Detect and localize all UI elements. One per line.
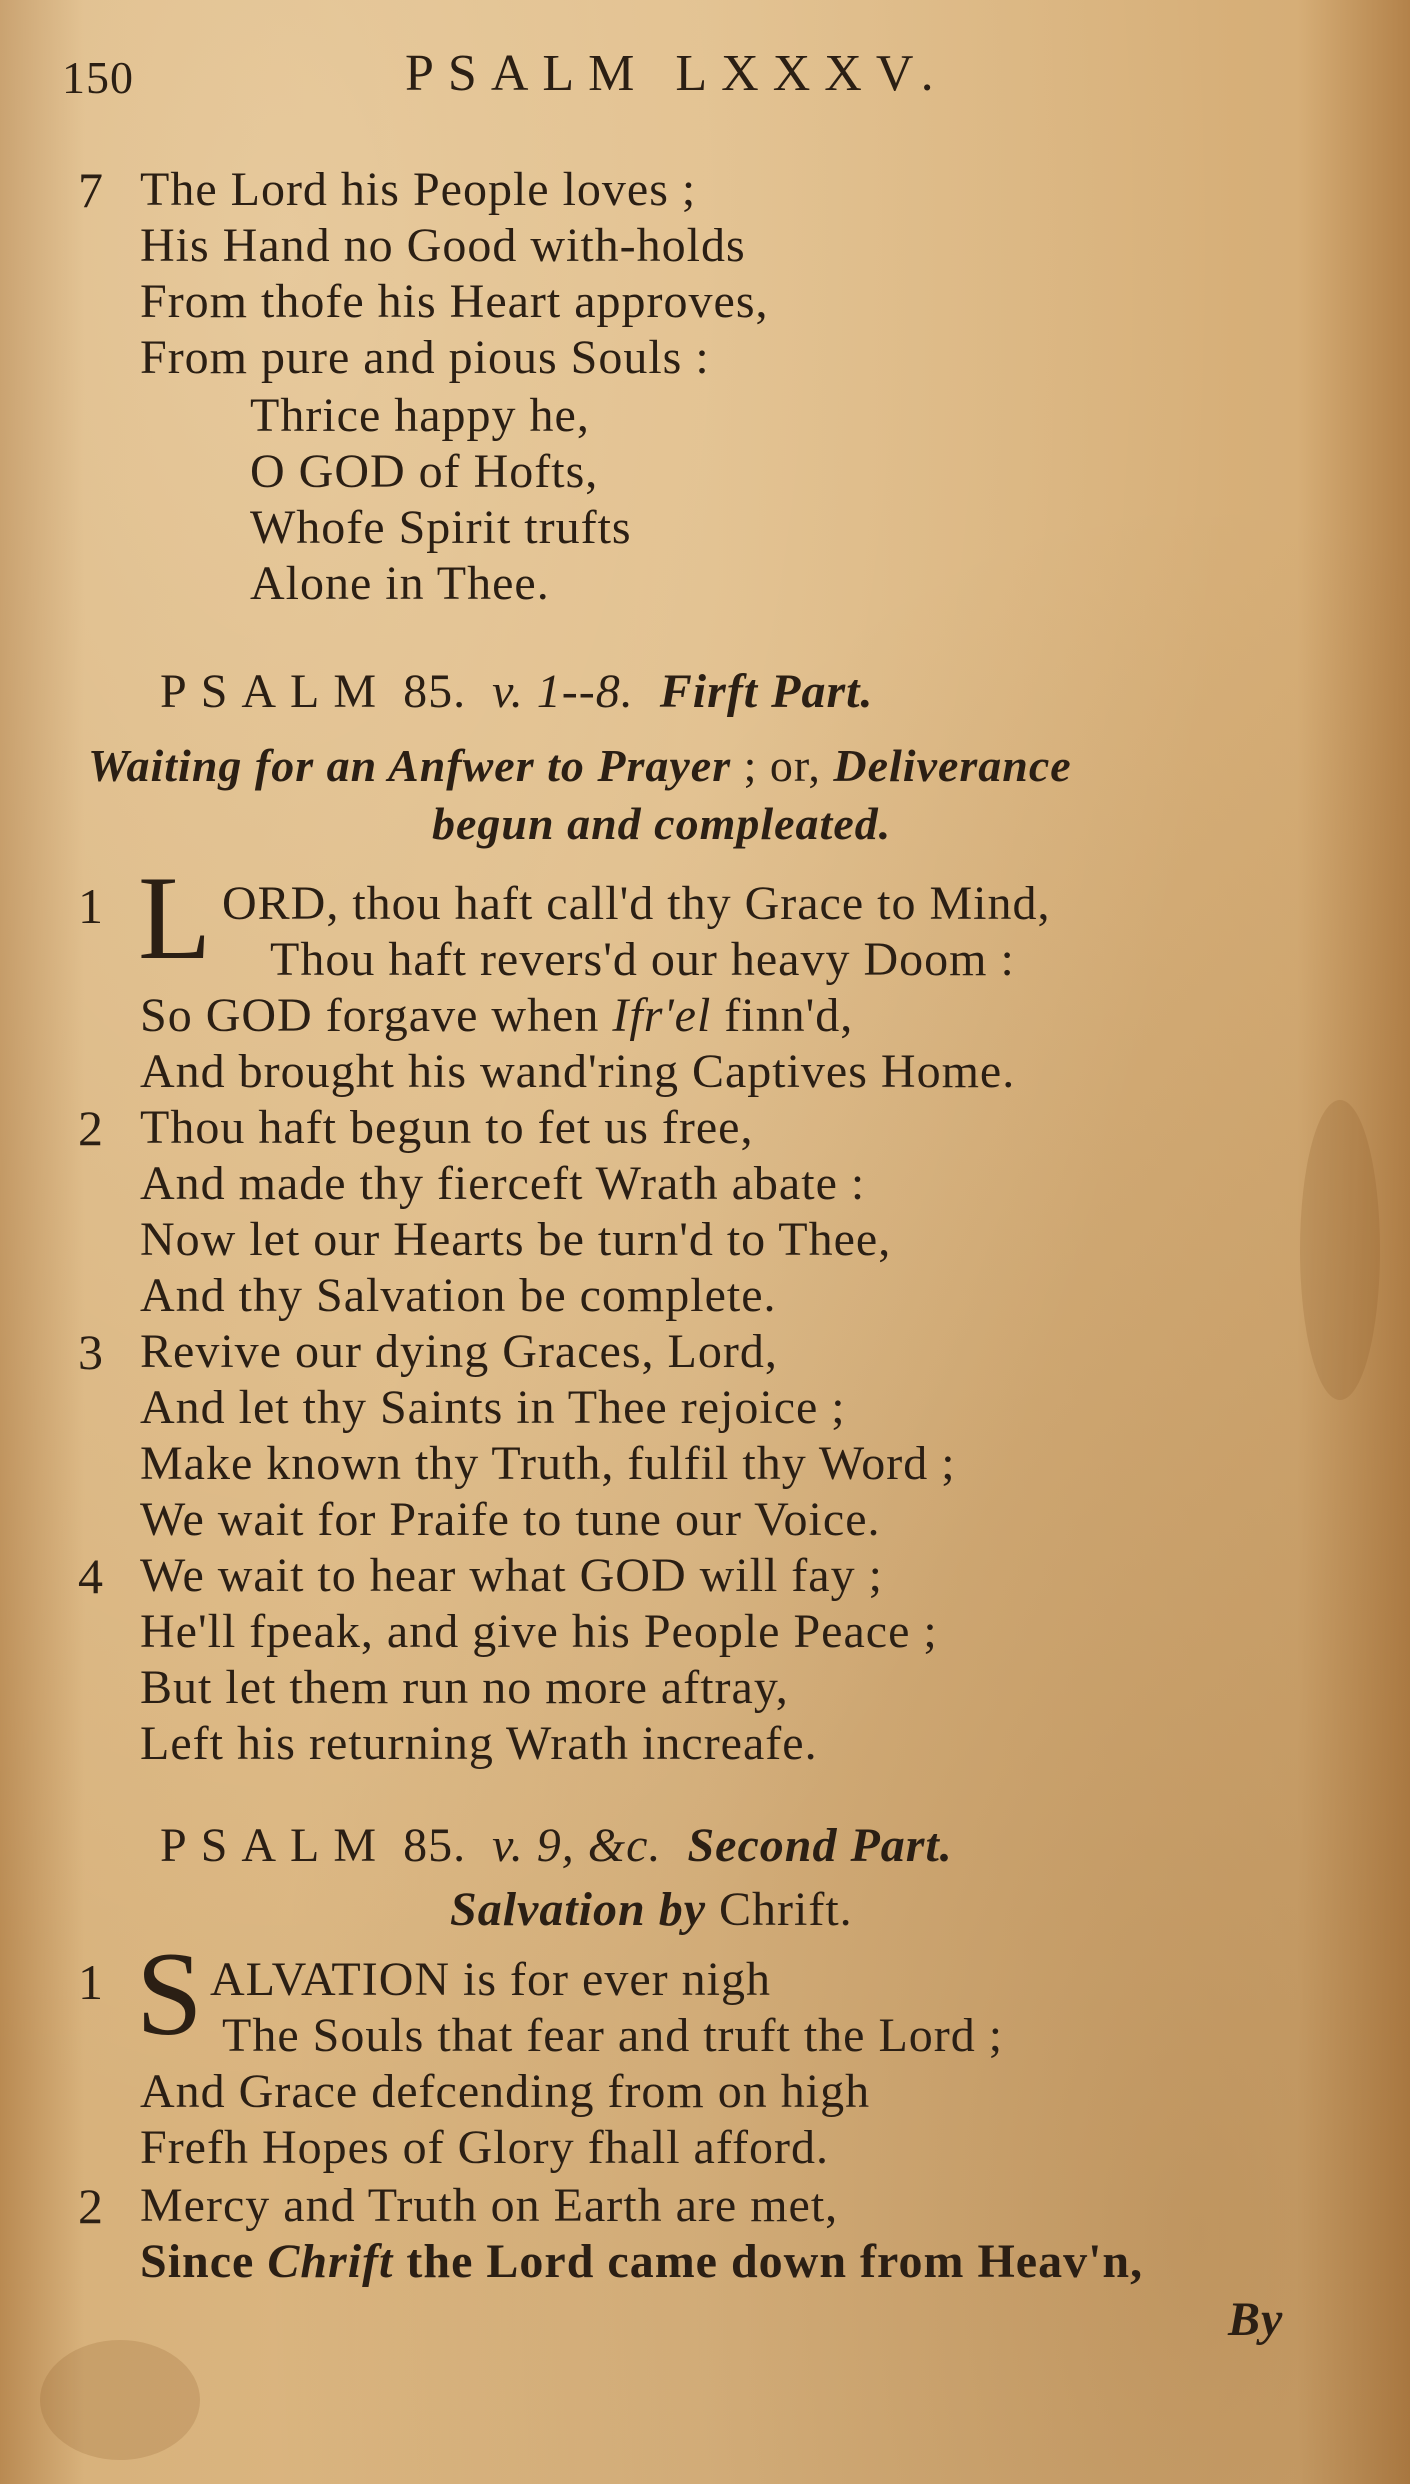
verse-number: 1 [78, 1954, 103, 2010]
verse-line: And thy Salvation be complete. [140, 1269, 777, 1322]
page-stain [40, 2340, 200, 2460]
subtitle-italic: Waiting for an Anfwer to Prayer [88, 740, 732, 791]
verse-line [140, 988, 853, 1044]
psalm-word: PSALM [160, 1819, 391, 1872]
verse-number: 3 [78, 1324, 103, 1380]
verse-line: Mercy and Truth on Earth are met, [140, 2179, 839, 2232]
drop-cap: S [136, 1927, 203, 2060]
verse-italic-word: Ifr'el [612, 989, 712, 1042]
verse-line: ORD, thou haft call'd thy Grace to Mind, [222, 877, 1051, 930]
running-title: PSALM LXXXV. [405, 45, 948, 102]
verse-line: Whofe Spirit trufts [250, 501, 632, 554]
subtitle-italic: Salvation by [450, 1883, 707, 1936]
verse-line: He'll fpeak, and give his People Peace ; [140, 1605, 938, 1658]
verse-line: ALVATION is for ever nigh [210, 1953, 771, 2006]
part-label: Second Part. [687, 1819, 953, 1872]
page-stain [1300, 1100, 1380, 1400]
verse-line: Thrice happy he, [250, 389, 590, 442]
psalm-subtitle-line2: begun and compleated. [432, 798, 892, 849]
verse-number: 1 [78, 878, 103, 934]
verse-line: Left his returning Wrath increafe. [140, 1717, 818, 1770]
verse-line: And Grace defcending from on high [140, 2065, 871, 2118]
psalm-heading [160, 1818, 953, 1874]
verse-line: The Lord his People loves ; [140, 163, 697, 216]
psalm-reference: 85. [403, 665, 467, 718]
verse-number: 4 [78, 1548, 103, 1604]
verse-line: Thou haft begun to fet us free, [140, 1101, 754, 1154]
psalm-word: PSALM [160, 665, 391, 718]
drop-cap: L [138, 851, 212, 984]
verse-line: Frefh Hopes of Glory fhall afford. [140, 2121, 829, 2174]
subtitle-plain: ; or, [743, 740, 821, 791]
verse-text: finn'd, [724, 989, 854, 1042]
verse-line: Now let our Hearts be turn'd to Thee, [140, 1213, 892, 1266]
verse-line: From thofe his Heart approves, [140, 275, 769, 328]
verse-line: His Hand no Good with-holds [140, 219, 746, 272]
verse-line: Revive our dying Graces, Lord, [140, 1325, 778, 1378]
verse-line: Make known thy Truth, fulfil thy Word ; [140, 1437, 956, 1490]
verse-number: 2 [78, 1100, 103, 1156]
verse-range: v. 1--8. [492, 665, 634, 718]
verse-line: But let them run no more aftray, [140, 1661, 789, 1714]
verse-number: 2 [78, 2178, 103, 2234]
verse-text: Since [140, 2235, 255, 2288]
psalm-reference: 85. [403, 1819, 467, 1872]
verse-line: We wait to hear what GOD will fay ; [140, 1549, 883, 1602]
page-number: 150 [62, 52, 134, 103]
verse-line: O GOD of Hofts, [250, 445, 599, 498]
catchword: By [1228, 2293, 1284, 2346]
verse-line: The Souls that fear and truft the Lord ; [222, 2009, 1004, 2062]
part-label: Firft Part. [659, 665, 874, 718]
psalm-subtitle [450, 1882, 853, 1938]
psalm-heading [160, 664, 873, 720]
verse-line: Thou haft revers'd our heavy Doom : [270, 933, 1015, 986]
verse-italic-word: Chrift [267, 2235, 394, 2288]
verse-line: And made thy fierceft Wrath abate : [140, 1157, 866, 1210]
verse-text: So GOD forgave when [140, 989, 600, 1042]
verse-line: Alone in Thee. [250, 557, 550, 610]
verse-text: the Lord came down from Heav'n, [406, 2235, 1144, 2288]
subtitle-plain: Chrift. [719, 1883, 853, 1936]
subtitle-italic: Deliverance [833, 740, 1072, 791]
verse-number: 7 [78, 162, 103, 218]
verse-line: We wait for Praife to tune our Voice. [140, 1493, 881, 1546]
verse-line [140, 2234, 1143, 2290]
verse-line: From pure and pious Souls : [140, 331, 710, 384]
verse-line: And brought his wand'ring Captives Home. [140, 1045, 1016, 1098]
verse-range: v. 9, &c. [492, 1819, 662, 1872]
verse-line: And let thy Saints in Thee rejoice ; [140, 1381, 846, 1434]
psalm-subtitle [88, 738, 1072, 794]
